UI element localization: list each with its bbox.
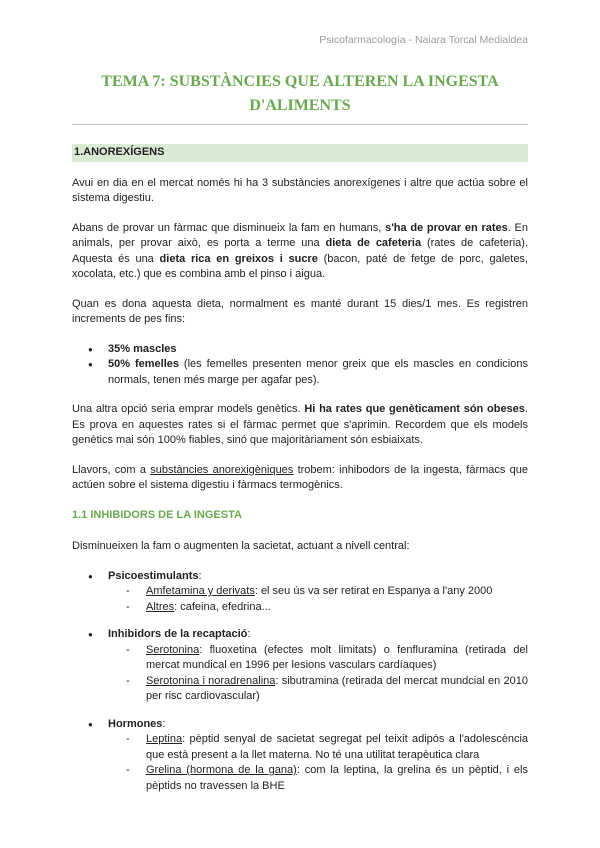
section-heading-inhibidors: 1.1 INHIBIDORS DE LA INGESTA bbox=[72, 508, 242, 521]
text-run: : com la leptina, la grelina és un pèptid, i els pèptids no travessen la BHE bbox=[146, 764, 528, 792]
bold-run: Hormones bbox=[108, 717, 163, 730]
paragraph-2 bbox=[72, 221, 528, 283]
text-run: : el seu ús va ser retirat en Espanya a l'any 2000 bbox=[254, 585, 493, 597]
list-item bbox=[72, 643, 528, 674]
bold-run: s'ha de provar en rates bbox=[385, 221, 508, 234]
group-psicoestimulants bbox=[72, 569, 528, 616]
underlined-run: Serotonina bbox=[146, 643, 200, 656]
bold-run: dieta rica en greixos i sucre bbox=[159, 252, 318, 265]
text-run: (bacon, paté de fetge de porc, galetes, xocolata, etc.) que es combina amb el pinso i aigua. bbox=[72, 252, 528, 280]
underlined-run: Amfetamina y derivats bbox=[146, 585, 255, 597]
paragraph-1: Avui en dia en el mercat només hi ha 3 substàncies anorexígenes i altre que actúa sobre el sistema digestiu. bbox=[72, 176, 528, 204]
text-run: trobem: inhibodors de la ingesta, fàrmacs que actúen sobre el sistema digestiu i fàrmacs termogènics. bbox=[72, 463, 529, 491]
dash-list bbox=[72, 584, 528, 615]
list-item bbox=[72, 674, 528, 705]
title-line-1: TEMA 7: SUBSTÀNCIES QUE ALTEREN LA INGESTA bbox=[101, 73, 499, 90]
text-run: Abans de provar un fàrmac que disminueix la fam en humans, bbox=[72, 221, 386, 234]
text-run: . Es prova en aquestes rates si el fàrmac permet que s'aprimin. Recordem que els models genètics mai són 100% fiables, sinó que majoritàriament són esbiaixats. bbox=[72, 403, 528, 446]
text-run: Una altra opció seria emprar models genètics. bbox=[72, 403, 305, 415]
paragraph-3: Quan es dona aquesta dieta, normalment es manté durant 15 dies/1 mes. Es registren increments de pes fins: bbox=[72, 297, 528, 325]
list-item bbox=[72, 732, 528, 763]
text-run: : sibutramina (retirada del mercat mundcial en 2010 per risc cardiovascular) bbox=[146, 674, 528, 702]
list-item bbox=[72, 584, 528, 600]
underlined-run: Altres bbox=[146, 600, 175, 613]
list-item bbox=[72, 342, 528, 358]
list-item bbox=[72, 600, 528, 616]
bold-run: dieta de cafeteria bbox=[325, 237, 422, 249]
group-inhibidors-recaptacio bbox=[72, 627, 528, 705]
text-run: Llavors, com a bbox=[72, 463, 151, 476]
group-title: ● Inhibidors de la recaptació: bbox=[72, 627, 528, 643]
text-run: : cafeina, efedrina... bbox=[174, 600, 271, 613]
group-hormones bbox=[72, 717, 528, 795]
text-run: : pèptid senyal de sacietat segregat pel teixit adipós a l'adolescència que està present a la llet materna. No té una utilitat terapèutica clara bbox=[146, 733, 528, 761]
text-run: (rates de cafeteria). Aquesta és una bbox=[72, 237, 528, 265]
dash-list bbox=[72, 643, 528, 705]
bold-run: 35% mascles bbox=[108, 342, 177, 355]
page-header: Psicofarmacología - Naiara Torcal Medialdea bbox=[319, 34, 528, 46]
dash-list bbox=[72, 732, 528, 794]
bold-run: Psicoestimulants bbox=[108, 569, 199, 582]
group-title: ● Hormones: bbox=[72, 717, 528, 733]
group-title: ● Psicoestimulants: bbox=[72, 569, 528, 585]
paragraph-4 bbox=[72, 402, 528, 449]
title-divider bbox=[72, 124, 528, 125]
text-run: . En animals, per provar això, es porta a terme una bbox=[72, 221, 529, 249]
list-item bbox=[72, 357, 528, 388]
bold-run: Inhibidors de la recaptació bbox=[108, 628, 248, 640]
paragraph-5 bbox=[72, 463, 528, 494]
weight-gain-list bbox=[72, 342, 528, 389]
underlined-run: Serotonina i noradrenalina bbox=[146, 674, 276, 687]
underlined-run: Leptina bbox=[146, 733, 183, 745]
page-title bbox=[72, 70, 528, 118]
document-body bbox=[72, 144, 528, 806]
underlined-run: substàncies anorexigèniques bbox=[150, 463, 294, 476]
paragraph-intro: Disminueixen la fam o augmenten la sacietat, actuant a nivell central: bbox=[72, 540, 410, 552]
title-line-2: D'ALIMENTS bbox=[249, 97, 351, 114]
bold-run: Hi ha rates que genèticament són obeses bbox=[304, 403, 525, 415]
underlined-run: Grelina (hormona de la gana) bbox=[146, 764, 297, 776]
text-run: (les femelles presenten menor greix que els mascles en condicions normals, tenen més marge per agafar pes). bbox=[108, 358, 528, 386]
list-item bbox=[72, 763, 528, 794]
bold-run: 50% femelles bbox=[108, 358, 179, 370]
section-heading-anorexigens: 1.ANOREXÍGENS bbox=[72, 144, 528, 162]
text-run: : fluoxetina (efectes molt limitats) o fenfluramina (retirada del mercat mundical en 1996 per lesions vasculars cardíaques) bbox=[146, 643, 528, 671]
